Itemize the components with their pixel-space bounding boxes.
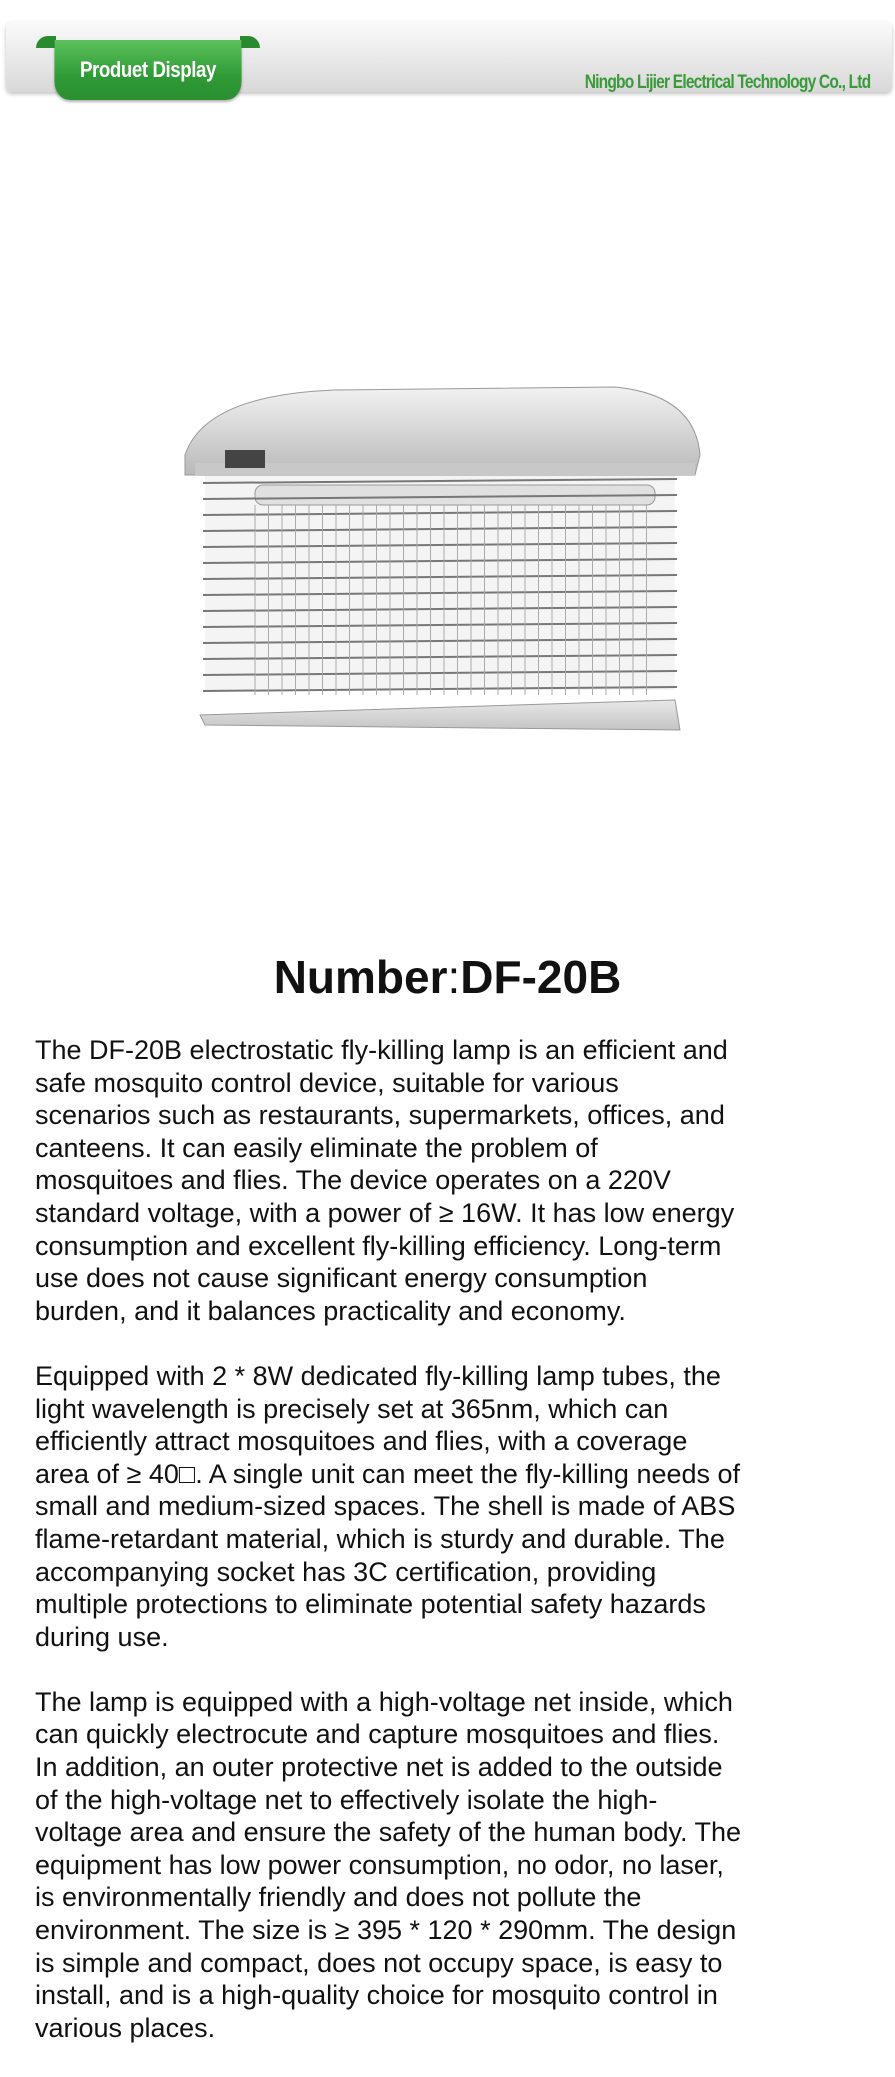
paragraph-line: consumption and excellent fly-killing efficiency. Long-term [35,1230,722,1261]
model-number-heading [0,950,895,1004]
paragraph-line: Equipped with 2 * 8W dedicated fly-killing lamp tubes, the [35,1360,721,1391]
model-number: DF-20B [460,951,622,1003]
paragraph-line: burden, and it balances practicality and economy. [35,1295,626,1326]
paragraph-line: of the high-voltage net to effectively isolate the high- [35,1784,658,1815]
paragraph-line: use does not cause significant energy consumption [35,1263,648,1294]
paragraph-line: voltage area and ensure the safety of the human body. The [35,1817,741,1848]
product-display-tab: Produet Display [55,40,242,100]
paragraph-line: install, and is a high-quality choice for mosquito control in [35,1980,718,2011]
paragraph-line: is environmentally friendly and does not pollute the [35,1882,642,1913]
model-separator: : [447,951,461,1003]
paragraph-line: standard voltage, with a power of ≥ 16W. It has low energy [35,1197,735,1228]
product-description [35,1034,875,2077]
company-name: Ningbo Lijier Electrical Technology Co., Ltd [584,72,870,93]
ribbon-fold-right [240,36,260,48]
paragraph-line: canteens. It can easily eliminate the problem of [35,1132,598,1163]
description-paragraph [35,1686,875,2045]
paragraph-line: environment. The size is ≥ 395 * 120 * 290mm. The design [35,1915,737,1946]
paragraph-line: efficiently attract mosquitoes and flies, with a coverage [35,1426,688,1457]
paragraph-line: area of ≥ 40□. A single unit can meet the fly-killing needs of [35,1458,741,1489]
ribbon-fold-left [36,36,56,48]
paragraph-line: The DF-20B electrostatic fly-killing lamp is an efficient and [35,1035,728,1065]
description-paragraph [35,1360,875,1653]
paragraph-line: multiple protections to eliminate potential safety hazards [35,1589,706,1620]
paragraph-line: In addition, an outer protective net is added to the outside [35,1752,723,1783]
fly-killing-lamp-photo [175,375,705,740]
paragraph-line: The lamp is equipped with a high-voltage net inside, which [35,1686,733,1717]
description-paragraph [35,1034,875,1327]
paragraph-line: various places. [35,2012,216,2043]
paragraph-line: mosquitoes and flies. The device operates on a 220V [35,1165,671,1196]
paragraph-line: accompanying socket has 3C certification, providing [35,1556,657,1587]
paragraph-line: small and medium-sized spaces. The shell is made of ABS [35,1491,736,1522]
paragraph-line: scenarios such as restaurants, supermarkets, offices, and [35,1100,725,1131]
paragraph-line: is simple and compact, does not occupy space, is easy to [35,1947,723,1978]
paragraph-line: flame-retardant material, which is sturdy and durable. The [35,1523,725,1554]
paragraph-line: equipment has low power consumption, no odor, no laser, [35,1849,724,1880]
paragraph-line: light wavelength is precisely set at 365nm, which can [35,1393,669,1424]
model-label: Number [273,951,448,1003]
paragraph-line: during use. [35,1621,169,1652]
header-banner [6,22,892,92]
paragraph-line: can quickly electrocute and capture mosquitoes and flies. [35,1719,720,1750]
paragraph-line: safe mosquito control device, suitable for various [35,1067,619,1098]
